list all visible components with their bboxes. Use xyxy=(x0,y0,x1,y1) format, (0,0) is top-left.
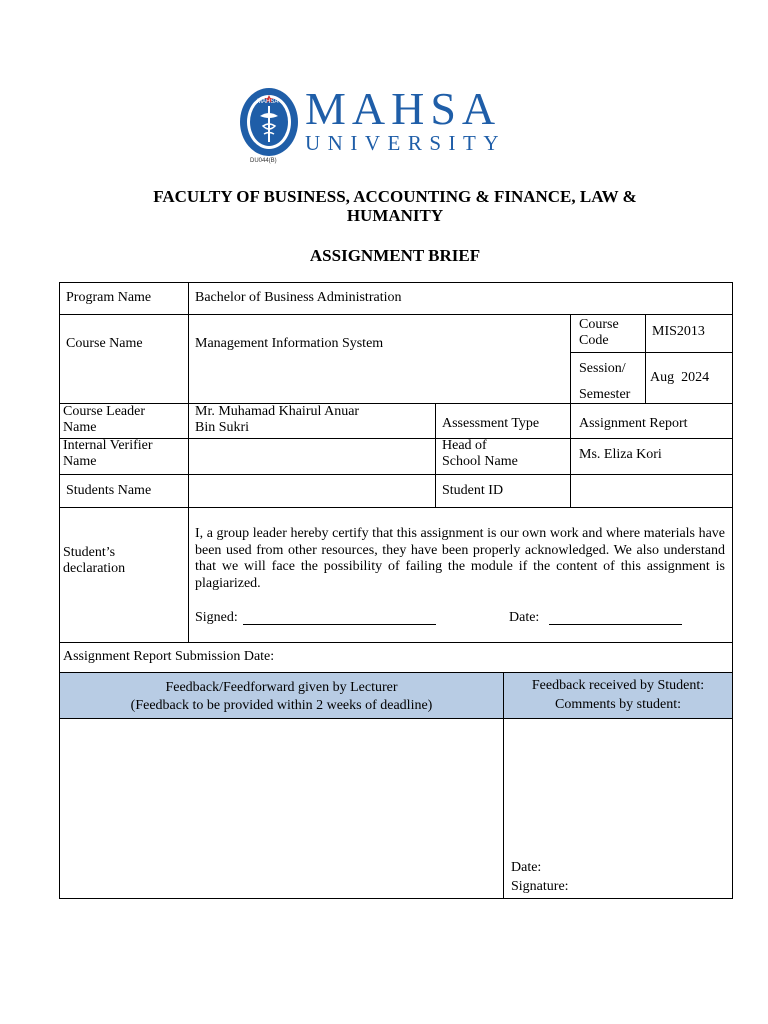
university-seal-icon xyxy=(238,86,300,158)
feedback-header-line-2: (Feedback to be provided within 2 weeks of deadline) xyxy=(130,698,433,713)
program-name-label: Program Name xyxy=(66,290,152,305)
faculty-heading xyxy=(100,187,690,225)
faculty-line-2: HUMANITY xyxy=(346,206,444,225)
student-id-label: Student ID xyxy=(442,482,504,498)
logo-registration: DU044(B) xyxy=(250,158,277,164)
program-name-value: Bachelor of Business Administration xyxy=(195,290,402,305)
university-logo xyxy=(238,83,554,170)
students-name-label: Students Name xyxy=(66,482,152,498)
internal-verifier-label-line-1: Internal Verifier xyxy=(63,438,153,453)
declaration-text: I, a group leader hereby certify that this assignment is our own work and where materials have been used from other resources, they have been properly acknowledged. We also understand that we will face the possibility of failing the module if the content of this assignment is plagiarized. xyxy=(195,526,725,591)
course-leader-label-line-1: Course Leader xyxy=(63,404,146,419)
logo-seal-text: MAHSA xyxy=(257,99,279,105)
course-leader-label-line-2: Name xyxy=(63,420,97,435)
declaration-label-line-1: Student’s xyxy=(63,545,116,560)
signed-line[interactable] xyxy=(243,624,436,625)
declaration-label xyxy=(63,545,125,577)
declaration-date-line[interactable] xyxy=(549,624,682,625)
feedback-header-line-1: Feedback/Feedforward given by Lecturer xyxy=(165,680,398,695)
session-value: Aug 2024 xyxy=(650,370,710,385)
head-of-school-label-line-1: Head of xyxy=(442,438,487,453)
session-label-line-1: Session/ xyxy=(579,361,626,376)
head-of-school-label-line-2: School Name xyxy=(442,454,518,469)
internal-verifier-label xyxy=(63,438,153,470)
feedback-header xyxy=(60,673,503,718)
assessment-type-value: Assignment Report xyxy=(579,416,688,431)
session-label-line-2: Semester xyxy=(579,387,631,402)
declaration-date-label: Date: xyxy=(509,610,540,625)
course-name-value: Management Information System xyxy=(195,336,384,351)
feedback-body[interactable] xyxy=(60,719,503,898)
course-leader-value-line-1: Mr. Muhamad Khairul Anuar xyxy=(195,404,360,419)
course-code-label-line-2: Code xyxy=(579,333,609,348)
course-leader-value xyxy=(195,404,359,436)
received-header xyxy=(504,673,732,718)
received-header-line-1: Feedback received by Student: xyxy=(531,678,705,693)
logo-name: MAHSA xyxy=(305,83,502,134)
assessment-type-label: Assessment Type xyxy=(442,416,540,431)
internal-verifier-label-line-2: Name xyxy=(63,454,97,469)
received-header-line-2: Comments by student: xyxy=(555,697,681,712)
course-leader-label xyxy=(63,404,145,436)
received-signature-label: Signature: xyxy=(511,879,569,894)
course-code-value: MIS2013 xyxy=(652,324,705,339)
course-code-label xyxy=(579,317,619,351)
session-label xyxy=(579,360,630,412)
course-code-label-line-1: Course xyxy=(579,317,619,332)
head-of-school-value: Ms. Eliza Kori xyxy=(579,447,662,462)
logo-subtitle: UNIVERSITY xyxy=(305,131,506,155)
signed-label: Signed: xyxy=(195,610,238,625)
page-title: ASSIGNMENT BRIEF xyxy=(309,246,481,265)
received-date-label: Date: xyxy=(511,860,542,875)
course-leader-value-line-2: Bin Sukri xyxy=(195,420,250,435)
course-name-label: Course Name xyxy=(66,336,143,351)
head-of-school-label xyxy=(442,438,518,470)
declaration-label-line-2: declaration xyxy=(63,561,126,576)
submission-date-label: Assignment Report Submission Date: xyxy=(63,649,275,664)
faculty-line-1: FACULTY OF BUSINESS, ACCOUNTING & FINANCE, LAW & xyxy=(153,187,637,206)
